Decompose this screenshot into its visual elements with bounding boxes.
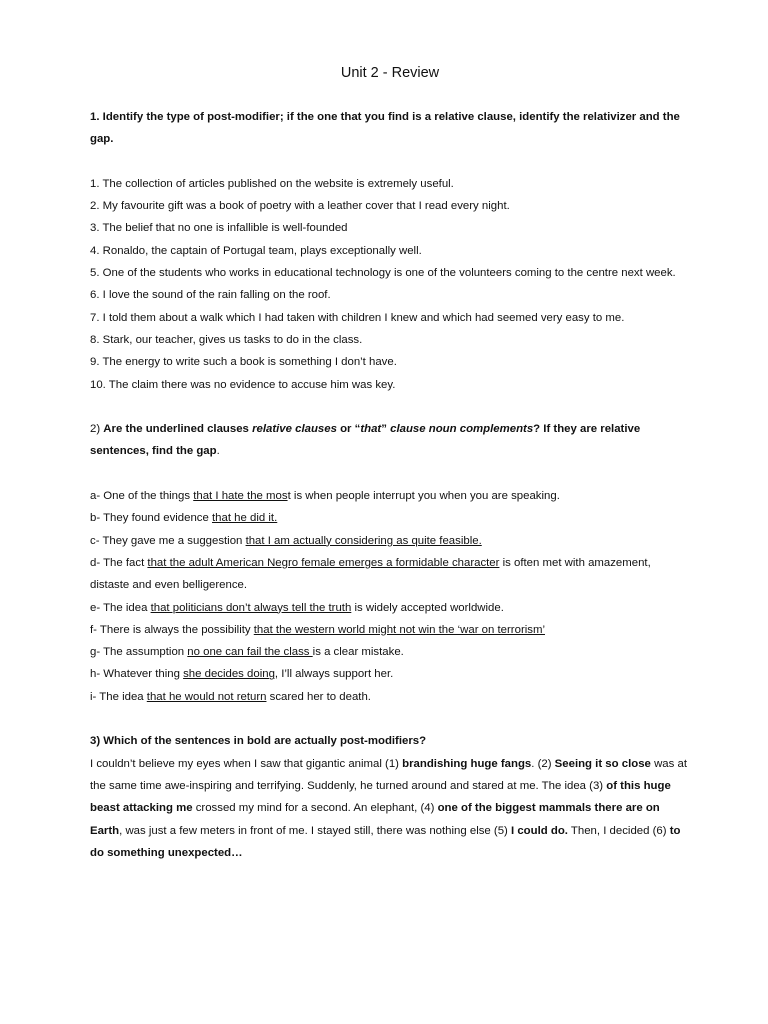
list-item: 9. The energy to write such a book is something I don’t have. [90, 356, 397, 369]
list-item [90, 530, 690, 552]
item-text: c- They gave me a suggestion [90, 534, 246, 547]
item-text: , I’ll always support her. [274, 668, 394, 681]
underlined-clause: that politicians don’t always tell the truth [150, 601, 352, 614]
list-item: 2. My favourite gift was a book of poetry with a leather cover that I read every night. [90, 200, 510, 213]
bold-phrase: Seeing it so close [554, 757, 651, 770]
heading-part: or “ [336, 423, 361, 436]
spacer [90, 708, 690, 730]
underlined-clause: no one can fail the class [187, 646, 313, 659]
heading-part: that [360, 423, 382, 436]
item-text: d- The fact [90, 556, 148, 569]
list-item [90, 686, 690, 708]
item-text: g- The assumption [90, 646, 188, 659]
section3-heading: 3) Which of the sentences in bold are actually post-modifiers? [90, 735, 427, 748]
list-item: 7. I told them about a walk which I had taken with children I knew and which had seemed very easy to me. [90, 311, 625, 324]
underlined-clause: that the adult American Negro female emerges a formidable character [147, 556, 500, 569]
underlined-clause: that he would not return [146, 690, 267, 703]
underlined-clause: she decides doing [183, 668, 275, 681]
paragraph-text: Then, I decided (6) [567, 824, 670, 837]
section2-heading [90, 418, 690, 463]
item-text: b- They found evidence [90, 512, 213, 525]
list-item: 1. The collection of articles published on the website is extremely useful. [90, 177, 454, 190]
paragraph-text: I couldn’t believe my eyes when I saw that gigantic animal (1) [90, 757, 403, 770]
item-text: t is when people interrupt you when you are speaking. [287, 490, 560, 503]
section2-heading-text [90, 423, 640, 457]
list-item [90, 507, 690, 529]
paragraph-text: crossed my mind for a second. An elephant, (4) [192, 802, 438, 815]
bold-phrase: of this huge beast attacking me [90, 779, 671, 815]
bold-phrase: to do something unexpected… [90, 824, 681, 859]
list-item [90, 552, 690, 597]
underlined-clause: that I am actually considering as quite feasible. [245, 534, 482, 547]
item-text: e- The idea [90, 601, 151, 614]
paragraph-text: . (2) [531, 757, 555, 770]
list-item: 6. I love the sound of the rain falling on the roof. [90, 289, 331, 302]
list-item: 5. One of the students who works in educational technology is one of the volunteers coming to the centre next week. [90, 267, 676, 280]
paragraph-text: , was just a few meters in front of me. I stayed still, there was nothing else (5) [119, 824, 512, 837]
bold-phrase: brandishing huge fangs [402, 757, 532, 770]
heading-part: relative clauses [252, 423, 337, 436]
list-item [90, 485, 690, 507]
underlined-clause: that I hate the mos [193, 490, 288, 503]
document-page [90, 60, 690, 864]
section1-heading: 1. Identify the type of post-modifier; if the one that you find is a relative clause, identify the relativizer and the gap. [90, 111, 680, 146]
heading-part: clause noun complements [390, 423, 534, 436]
section1-list [90, 173, 690, 396]
item-text: i- The idea [90, 690, 147, 703]
list-item: 3. The belief that no one is infallible is well-founded [90, 222, 348, 235]
list-item: 10. The claim there was no evidence to accuse him was key. [90, 378, 396, 391]
item-text: f- There is always the possibility [90, 623, 254, 636]
list-item [90, 619, 690, 641]
heading-part: ” [381, 423, 391, 436]
item-text: is often met with amazement, distaste and even belligerence. [90, 556, 651, 592]
underlined-clause: that he did it. [212, 512, 278, 525]
bold-phrase: I could do. [511, 824, 568, 837]
list-item [90, 597, 690, 619]
heading-part: Are the underlined clauses [103, 423, 253, 436]
list-item [90, 641, 690, 663]
underlined-clause: that the western world might not win the ‘war on terrorism’ [253, 623, 545, 636]
item-text: h- Whatever thing [90, 668, 184, 681]
spacer [90, 396, 690, 418]
heading-part: . [216, 445, 220, 458]
paragraph-text: was at the same time awe-inspiring and terrifying. Suddenly, he turned around and stared at me. The idea (3) [90, 757, 687, 792]
item-text: a- One of the things [90, 490, 194, 503]
item-text: is widely accepted worldwide. [351, 601, 504, 614]
heading-part: ? If they are relative sentences, find the gap [90, 423, 641, 458]
document-title: Unit 2 - Review [340, 65, 440, 81]
section2-heading-number: 2) [90, 423, 104, 436]
list-item: 4. Ronaldo, the captain of Portugal team, plays exceptionally well. [90, 244, 422, 257]
bold-phrase: one of the biggest mammals there are on Earth [90, 802, 660, 837]
item-text: is a clear mistake. [312, 646, 404, 659]
section2-list [90, 485, 690, 708]
spacer [90, 463, 690, 485]
list-item [90, 663, 690, 685]
spacer [90, 151, 690, 173]
list-item: 8. Stark, our teacher, gives us tasks to do in the class. [90, 333, 363, 346]
section3-paragraph [90, 753, 690, 864]
item-text: scared her to death. [266, 690, 371, 703]
